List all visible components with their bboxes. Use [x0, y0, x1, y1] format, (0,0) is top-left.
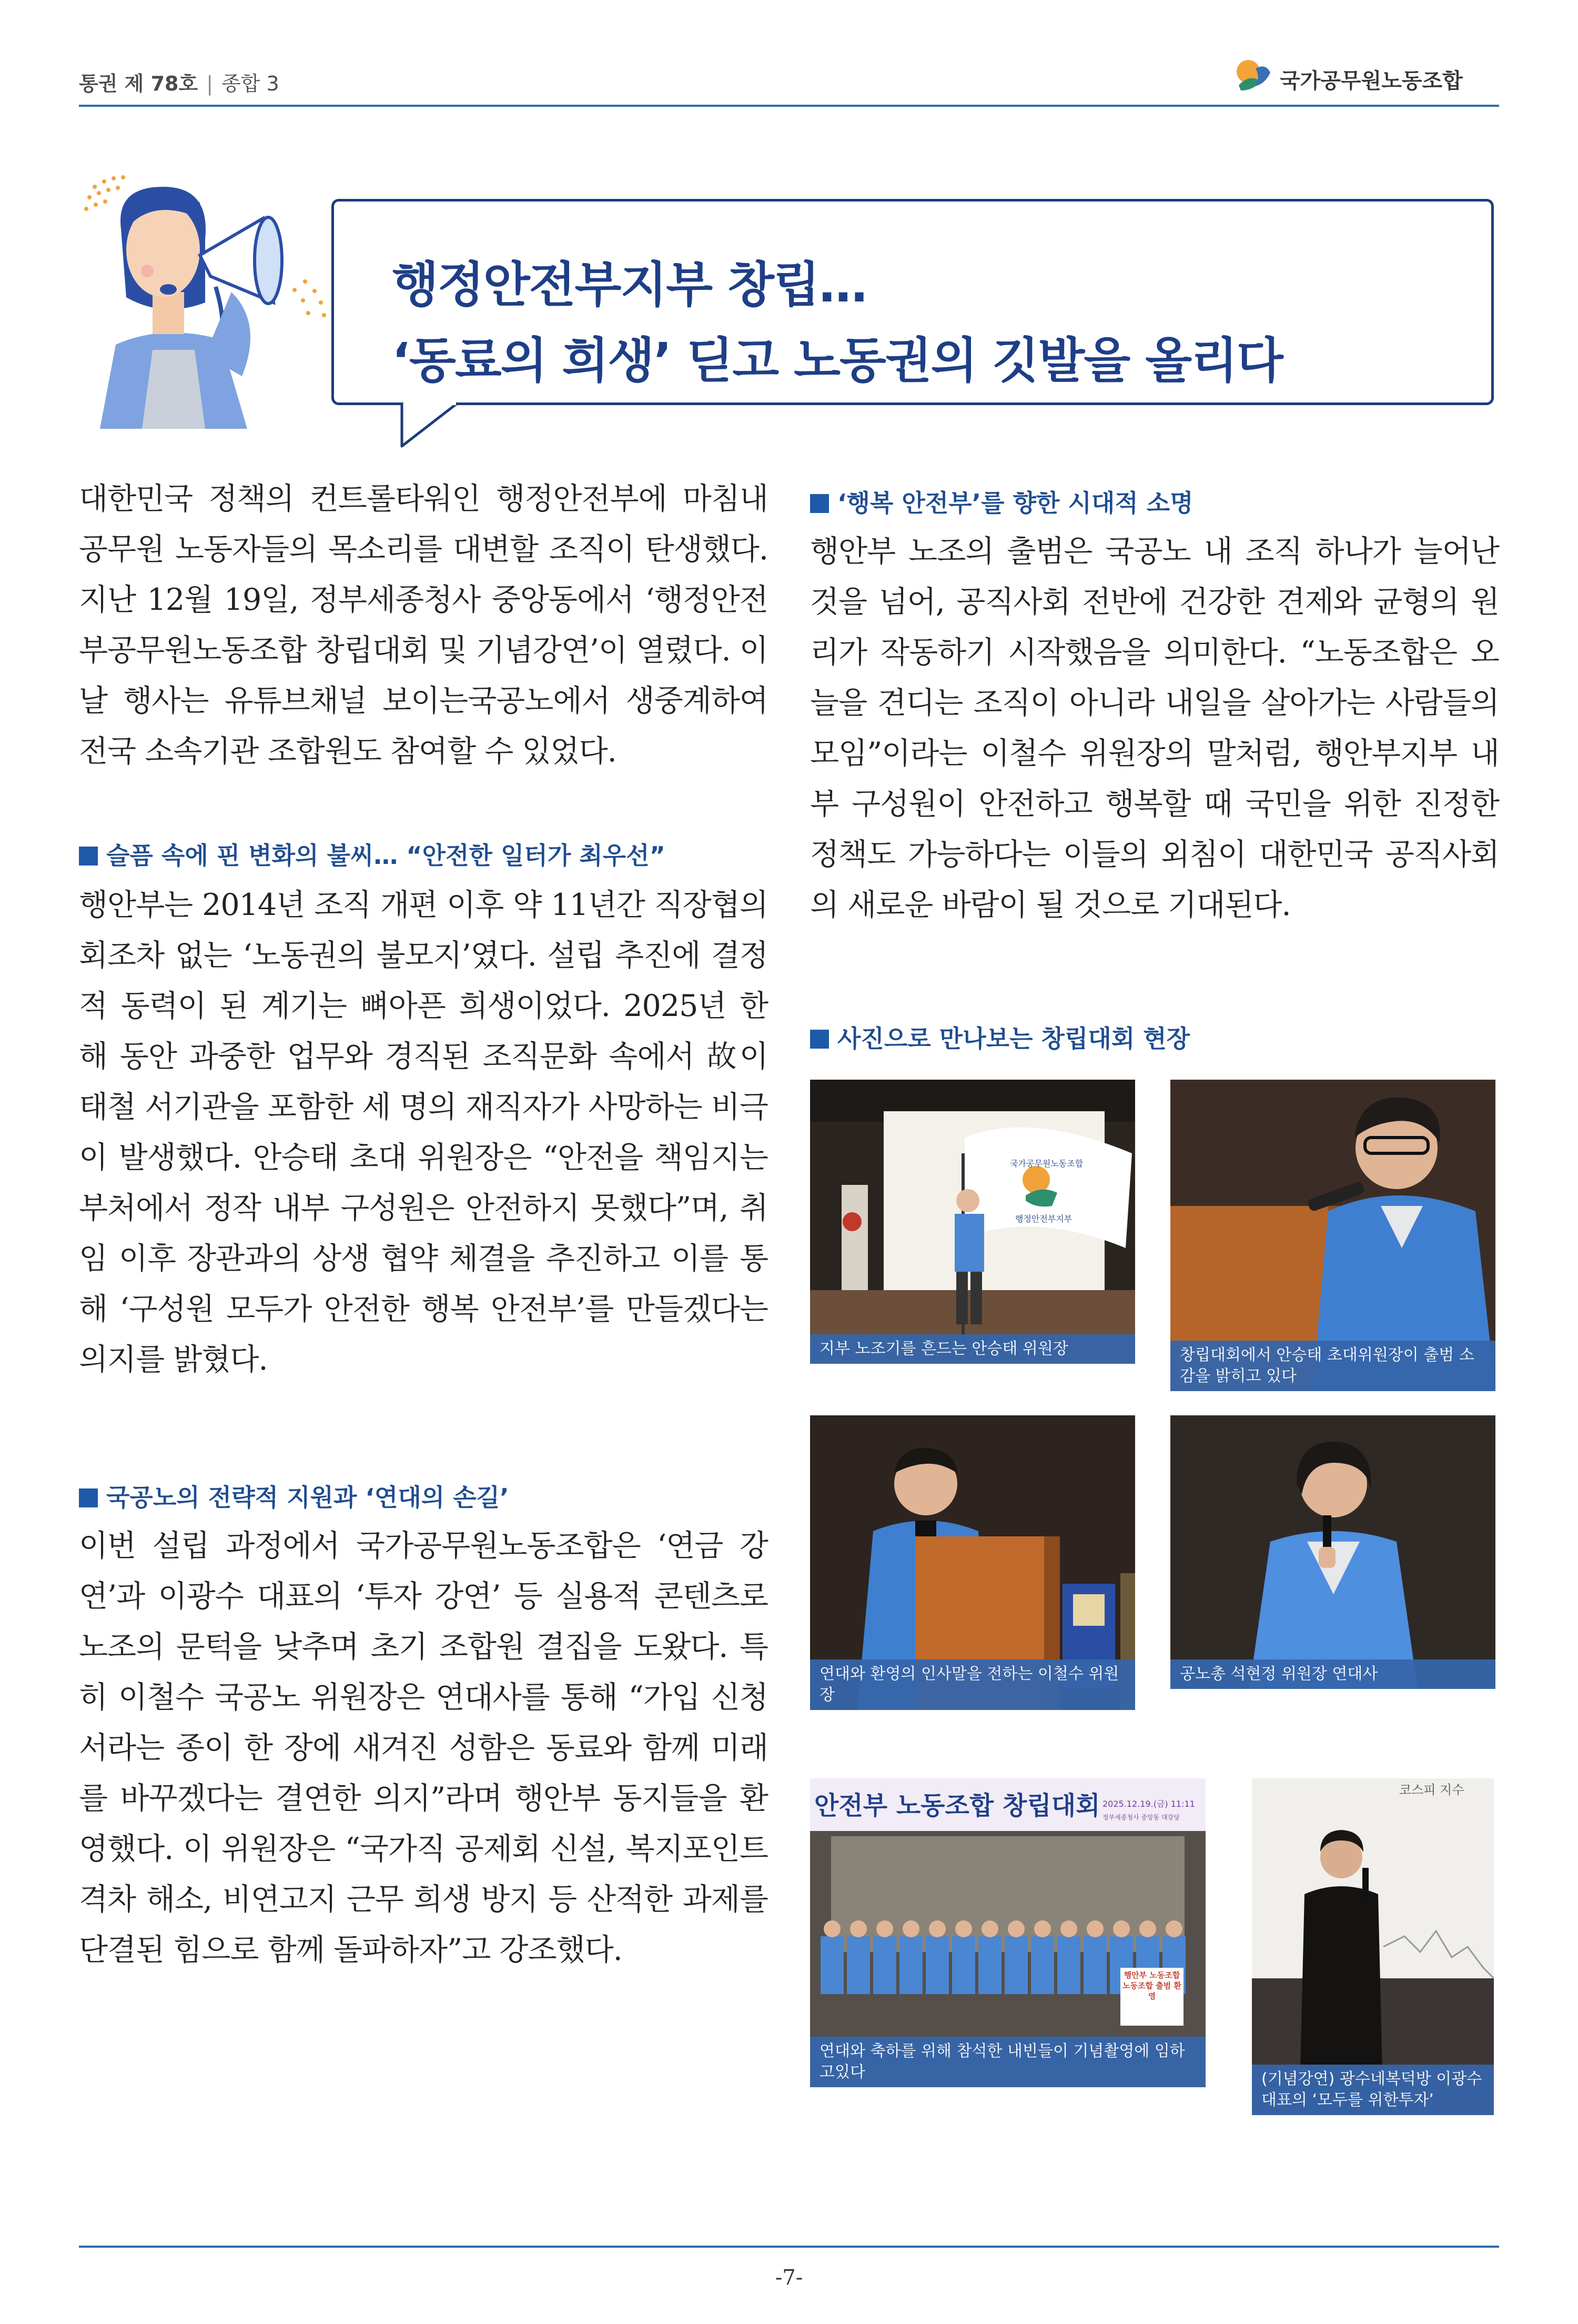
- footer-rule: [79, 2246, 1499, 2248]
- header-rule: [79, 105, 1499, 107]
- photo-caption: 지부 노조기를 흔드는 안승태 위원장: [810, 1334, 1135, 1364]
- union-logo-icon: [1228, 53, 1276, 100]
- flag-text-branch: 행정안전부지부: [1015, 1214, 1073, 1224]
- banner-title: 안전부 노동조합 창립대회: [814, 1791, 1100, 1820]
- section3-paragraph: 행안부 노조의 출범은 국공노 내 조직 하나가 늘어난 것을 넘어, 공직사회 전반에 건강한 견제와 균형의 원리가 작동하기 시작했음을 의미한다. “노동조합은 오늘을 견디는 조직이 아니라 내일을 살아가는 사람들의 모임”이라는 이철수 위원장의 말처럼, 행안부지부 내부 구성원이 안전하고 행복할 때 국민을 위한 진정한 정책도 가능하다는 이들의 외침이 대한민국 공직사회의 새로운 바람이 될 것으로 기대된다.: [810, 534, 1499, 922]
- banner-place: 정부세종청사 중앙동 대강당: [1102, 1814, 1180, 1821]
- photo-group: [810, 1778, 1206, 2087]
- photo-solidarity-speech-image: [1170, 1415, 1495, 1689]
- photo-solidarity-speech: [1170, 1415, 1495, 1689]
- photo-flag-waving-image: [810, 1080, 1135, 1364]
- section3-heading: ‘행복 안전부’를 향한 시대적 소명: [810, 484, 1193, 519]
- photo-lecture: [1252, 1778, 1494, 2115]
- section1-paragraph: 행안부는 2014년 조직 개편 이후 약 11년간 직장협의회조차 없는 ‘노동권의 불모지’였다. 설립 추진에 결정적 동력이 된 계기는 뼈아픈 희생이었다. 2025년 한 해 동안 과중한 업무와 경직된 조직문화 속에서 故이태철 서기관을 포함한 세 명의 재직자가 사망하는 비극이 발생했다. 안승태 초대 위원장은 “안전을 책임지는 부처에서 정작 내부 구성원은 안전하지 못했다”며, 취임 이후 장관과의 상생 협약 체결을 추진하고 이를 통해 ‘구성원 모두가 안전한 행복 안전부’를 만들겠다는 의지를 밝혔다.: [79, 888, 768, 1377]
- screen-title: 코스피 지수: [1399, 1783, 1464, 1797]
- issue-number: 통권 제 78호: [79, 72, 198, 95]
- section4-heading: 사진으로 만나보는 창립대회 현장: [810, 1020, 1190, 1054]
- intro-paragraph: 대한민국 정책의 컨트롤타워인 행정안전부에 마침내 공무원 노동자들의 목소리를 대변할 조직이 탄생했다. 지난 12월 19일, 정부세종청사 중앙동에서 ‘행정안전부공무원노동조합 창립대회 및 기념강연’이 열렸다. 이날 행사는 유튜브채널 보이는국공노에서 생중계하여 전국 소속기관 조합원도 참여할 수 있었다.: [79, 481, 768, 769]
- photo-chairman-speech: [1170, 1080, 1495, 1391]
- photo-caption: 연대와 환영의 인사말을 전하는 이철수 위원장: [810, 1659, 1135, 1710]
- welcome-sign: [1122, 1970, 1181, 2024]
- section1-heading: 슬픔 속에 핀 변화의 불씨… “안전한 일터가 최우선”: [79, 837, 665, 871]
- page-number: -7-: [775, 2266, 803, 2290]
- square-bullet-icon: [810, 1030, 829, 1049]
- org-name: 국가공무원노동조합: [1280, 69, 1463, 93]
- section2-paragraph: 이번 설립 과정에서 국가공무원노동조합은 ‘연금 강연’과 이광수 대표의 ‘투자 강연’ 등 실용적 콘텐츠로 노조의 문턱을 낮추며 초기 조합원 결집을 도왔다. 특히 이철수 국공노 위원장은 연대사를 통해 “가입 신청서라는 종이 한 장에 새겨진 성함은 동료와 함께 미래를 바꾸겠다는 결연한 의지”라며 행안부 동지들을 환영했다. 이 위원장은 “국가직 공제회 신설, 복지포인트 격차 해소, 비연고지 근무 희생 방지 등 산적한 과제를 단결된 힘으로 함께 돌파하자”고 강조했다.: [79, 1528, 768, 1967]
- union-logo: [1228, 53, 1502, 100]
- issue-info: [79, 67, 279, 96]
- headline-line-1: 행정안전부지부 창립…: [392, 257, 866, 313]
- welcome-sign-text: 행안부 노동조합 노동조합 출범 환영: [1122, 1970, 1181, 2001]
- headline-line-2: ‘동료의 희생’ 딛고 노동권의 깃발을 올리다: [392, 333, 1282, 389]
- square-bullet-icon: [79, 847, 98, 866]
- megaphone-woman-illustration: [74, 166, 368, 429]
- photo-flag-waving: [810, 1080, 1135, 1364]
- photo-caption: 공노총 석현정 위원장 연대사: [1170, 1659, 1495, 1689]
- photo-caption: (기념강연) 광수네복덕방 이광수 대표의 ‘모두를 위한투자’: [1252, 2065, 1494, 2115]
- photo-welcome-speech: [810, 1415, 1135, 1710]
- banner-date: 2025.12.19.(금) 11:11: [1102, 1799, 1195, 1809]
- speech-bubble-tail: [400, 401, 463, 448]
- square-bullet-icon: [810, 494, 829, 513]
- section-label: 종합 3: [221, 72, 279, 95]
- header-separator: |: [206, 72, 213, 95]
- photo-caption: 연대와 축하를 위해 참석한 내빈들이 기념촬영에 임하고있다: [810, 2037, 1206, 2087]
- square-bullet-icon: [79, 1488, 98, 1507]
- section2-heading: 국공노의 전략적 지원과 ‘연대의 손길’: [79, 1478, 509, 1513]
- photo-caption: 창립대회에서 안승태 초대위원장이 출범 소감을 밝히고 있다: [1170, 1341, 1495, 1391]
- flag-text-org: 국가공무원노동조합: [1010, 1159, 1084, 1169]
